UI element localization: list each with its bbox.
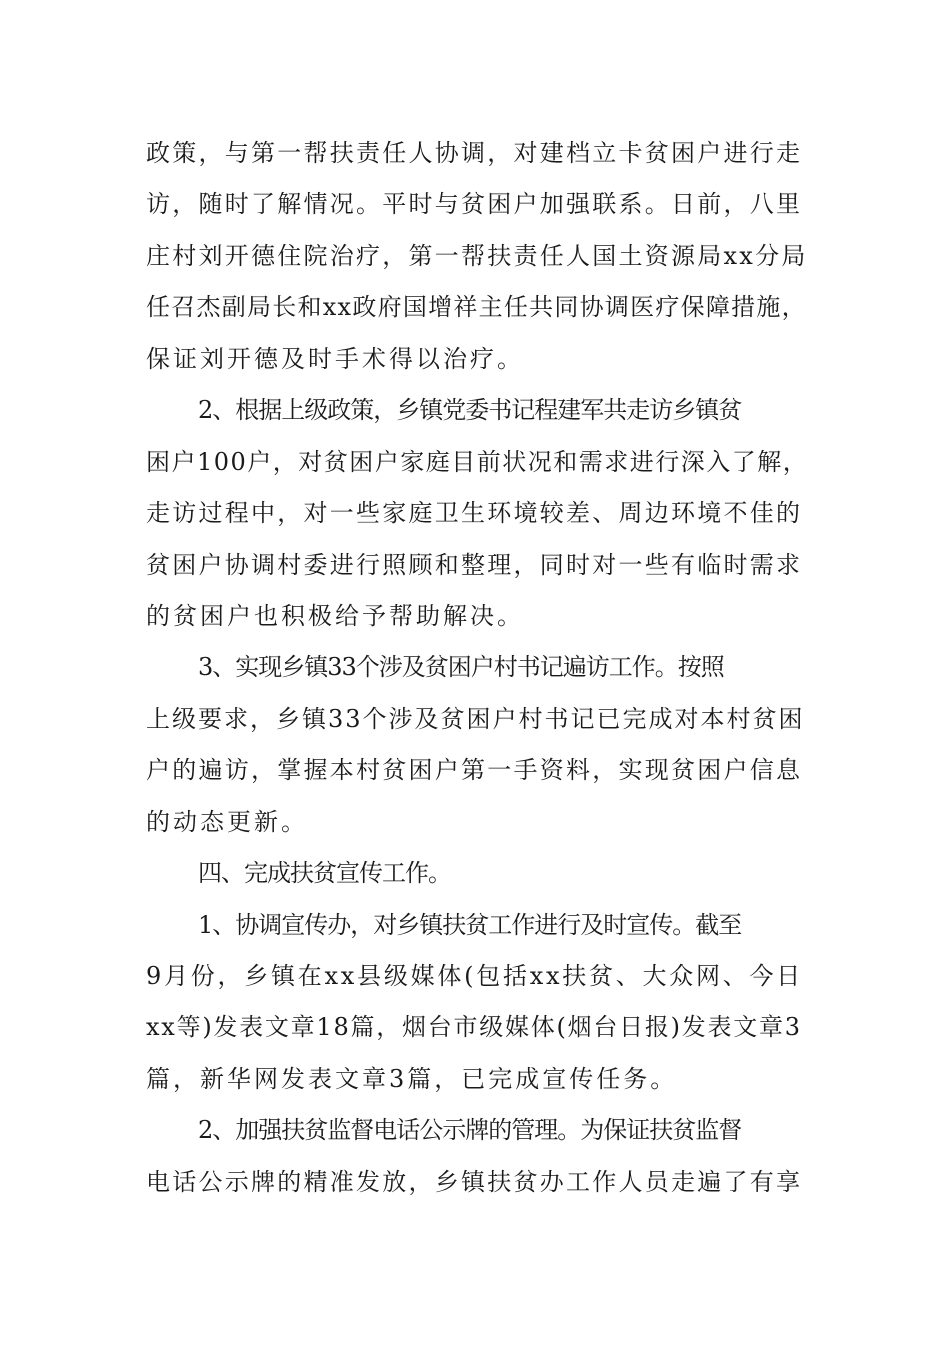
- text-line: 困户100户，对贫困户家庭目前状况和需求进行深入了解，: [146, 447, 809, 476]
- text-line: 访，随时了解情况。平时与贫困户加强联系。日前，八里: [146, 190, 803, 219]
- text-line: 任召杰副局长和xx政府国增祥主任共同协调医疗保障措施，: [146, 293, 807, 322]
- text-line: 2、根据上级政策，乡镇党委书记程建军共走访乡镇贫: [198, 396, 742, 425]
- text-line: 上级要求，乡镇33个涉及贫困户村书记已完成对本村贫困: [146, 704, 805, 733]
- text-line: 3、实现乡镇33个涉及贫困户村书记遍访工作。按照: [198, 653, 724, 682]
- text-line: 篇，新华网发表文章3篇，已完成宣传任务。: [146, 1064, 678, 1093]
- document-body: [146, 128, 809, 1208]
- text-line: xx等)发表文章18篇，烟台市级媒体(烟台日报)发表文章3: [146, 1013, 802, 1042]
- text-line: 庄村刘开德住院治疗，第一帮扶责任人国土资源局xx分局: [146, 241, 808, 270]
- text-line: 走访过程中，对一些家庭卫生环境较差、周边环境不佳的: [146, 499, 803, 528]
- text-line: 1、协调宣传办，对乡镇扶贫工作进行及时宣传。截至: [198, 910, 742, 939]
- text-line: 2、加强扶贫监督电话公示牌的管理。为保证扶贫监督: [198, 1116, 742, 1145]
- text-line: 的贫困户也积极给予帮助解决。: [146, 601, 524, 630]
- text-line: 四、完成扶贫宣传工作。: [198, 859, 451, 888]
- text-line: 户的遍访，掌握本村贫困户第一手资料，实现贫困户信息: [146, 756, 803, 785]
- text-line: 9月份，乡镇在xx县级媒体(包括xx扶贫、大众网、今日: [146, 962, 804, 990]
- text-line: 保证刘开德及时手术得以治疗。: [146, 344, 524, 373]
- text-line: 的动态更新。: [146, 807, 308, 836]
- text-line: 政策，与第一帮扶责任人协调，对建档立卡贫困户进行走: [146, 139, 803, 167]
- text-line: 贫困户协调村委进行照顾和整理，同时对一些有临时需求: [146, 550, 803, 579]
- text-line: 电话公示牌的精准发放，乡镇扶贫办工作人员走遍了有享: [146, 1167, 803, 1196]
